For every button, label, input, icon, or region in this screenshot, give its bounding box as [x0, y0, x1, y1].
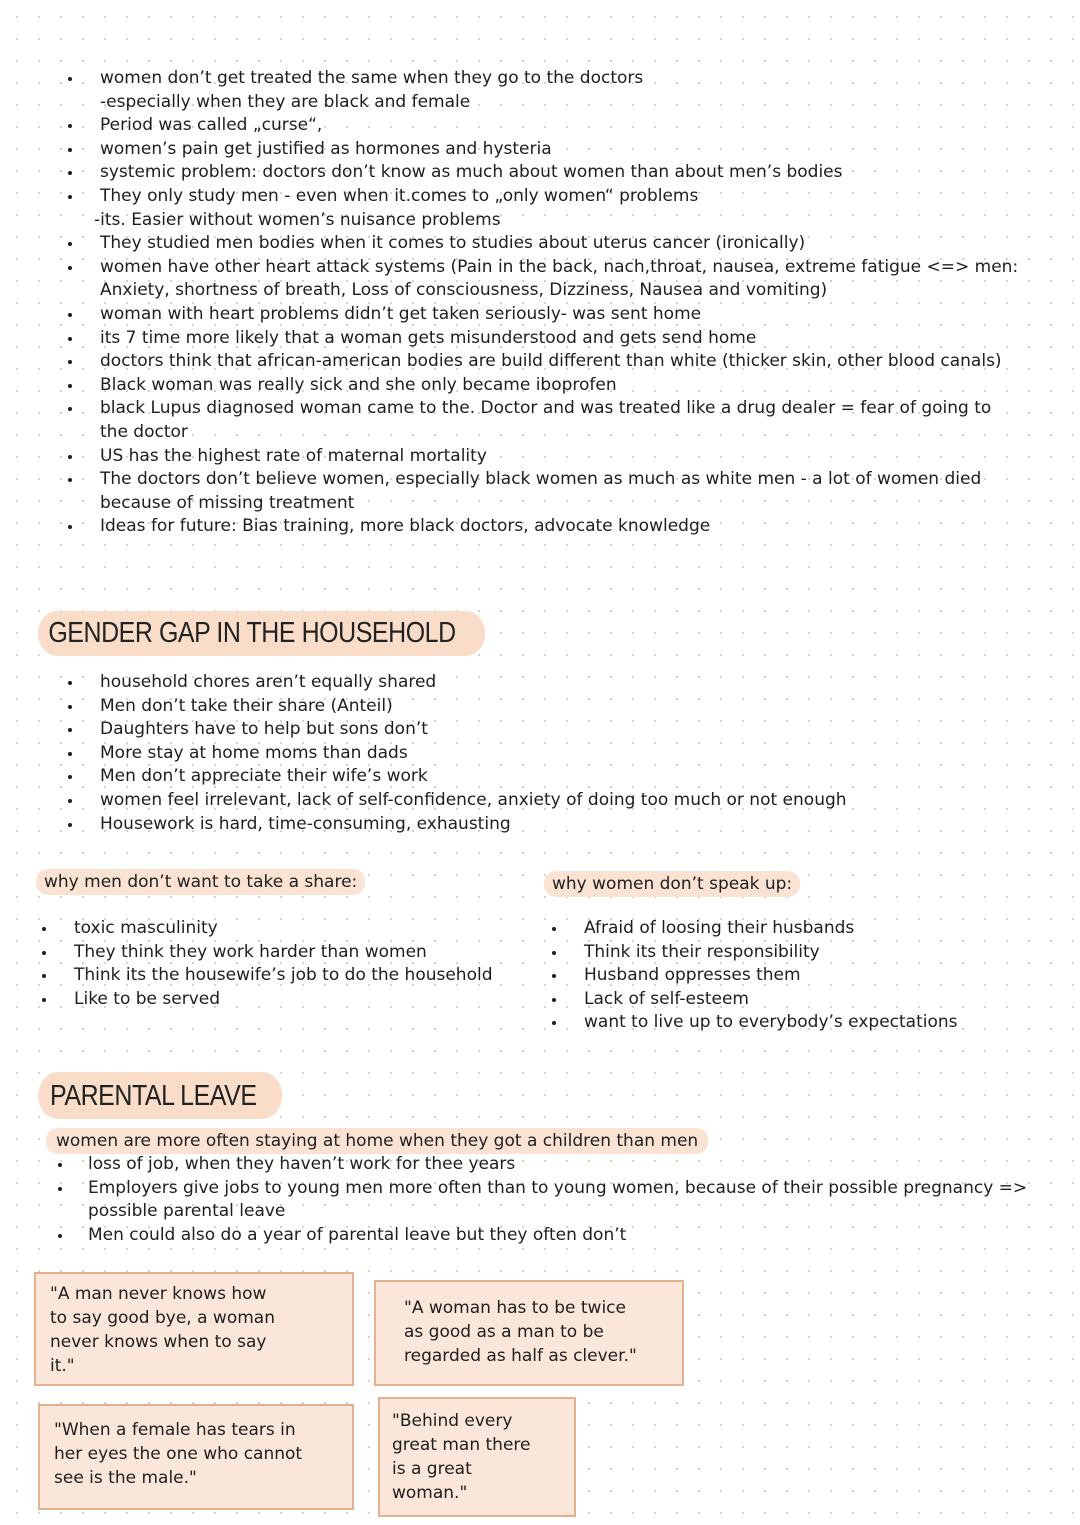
list-item: The doctors don’t believe women, especially black women as much as white men - a lot of women died because of missing treatment — [100, 468, 1020, 515]
list-item: US has the highest rate of maternal mortality — [100, 445, 1020, 469]
list-item: Men don’t take their share (Anteil) — [100, 695, 1020, 719]
quote-box: "A man never knows how to say good bye, a woman never knows when to say it." — [34, 1272, 354, 1386]
quote-box: "When a female has tears in her eyes the one who cannot see is the male." — [38, 1404, 354, 1510]
list-item: systemic problem: doctors don’t know as much about women than about men’s bodies — [100, 161, 1020, 185]
list-item: They only study men - even when it.comes to „only women“ problems — [100, 185, 1020, 209]
list-item: Like to be served — [74, 988, 514, 1012]
why-women-list — [584, 917, 1044, 1035]
list-item: loss of job, when they haven’t work for thee years — [88, 1153, 1048, 1177]
list-item: doctors think that african-american bodies are build different than white (thicker skin, other blood canals) — [100, 350, 1020, 374]
list-item: Period was called „curse“, — [100, 114, 1020, 138]
list-item: Daughters have to help but sons don’t — [100, 718, 1020, 742]
why-women-subheading: why women don’t speak up: — [544, 871, 800, 897]
list-item: women’s pain get justified as hormones and hysteria — [100, 138, 1020, 162]
quote-box: "Behind every great man there is a great woman." — [378, 1397, 576, 1517]
list-item: Employers give jobs to young men more often than to young women, because of their possible pregnancy => possible parental leave — [88, 1177, 1048, 1224]
household-bullet-list — [100, 671, 1020, 836]
list-item: Men could also do a year of parental leave but they often don’t — [88, 1224, 1048, 1248]
list-item: women feel irrelevant, lack of self-confidence, anxiety of doing too much or not enough — [100, 789, 1020, 813]
list-item: women have other heart attack systems (Pain in the back, nach,throat, nausea, extreme fatigue <=> men: Anxiety, shortness of breath, Loss of consciousness, Dizziness, Nausea and vomiting) — [100, 256, 1020, 303]
quote-box: "A woman has to be twice as good as a man to be regarded as half as clever." — [374, 1280, 684, 1386]
list-item: Afraid of loosing their husbands — [584, 917, 1044, 941]
list-item: -its. Easier without women’s nuisance problems — [94, 209, 501, 230]
list-item: Men don’t appreciate their wife’s work — [100, 765, 1020, 789]
list-item: woman with heart problems didn’t get taken seriously- was sent home — [100, 303, 1020, 327]
list-item: black Lupus diagnosed woman came to the. Doctor and was treated like a drug dealer = fear of going to the doctor — [100, 397, 1020, 444]
list-item: Black woman was really sick and she only became iboprofen — [100, 374, 1020, 398]
list-item: Housework is hard, time-consuming, exhausting — [100, 813, 1020, 837]
list-item: Think its their responsibility — [584, 941, 1044, 965]
list-item: household chores aren’t equally shared — [100, 671, 1020, 695]
why-men-subheading: why men don’t want to take a share: — [36, 869, 365, 895]
list-item: toxic masculinity — [74, 917, 514, 941]
why-men-list — [74, 917, 514, 1011]
health-bullet-list — [94, 67, 1020, 539]
household-heading: GENDER GAP IN THE HOUSEHOLD — [38, 611, 485, 656]
parental-leave-heading: PARENTAL LEAVE — [38, 1072, 282, 1119]
list-item: Husband oppresses them — [584, 964, 1044, 988]
parental-leave-list — [88, 1153, 1048, 1247]
list-item: Think its the housewife’s job to do the household — [74, 964, 514, 988]
list-item: Ideas for future: Bias training, more black doctors, advocate knowledge — [100, 515, 1020, 539]
parental-leave-subheading: women are more often staying at home when they got a children than men — [46, 1128, 708, 1154]
list-item: women don’t get treated the same when they go to the doctors -especially when they are black and female — [100, 67, 1020, 114]
list-item: its 7 time more likely that a woman gets misunderstood and gets send home — [100, 327, 1020, 351]
list-item: They think they work harder than women — [74, 941, 514, 965]
list-item: They studied men bodies when it comes to studies about uterus cancer (ironically) — [100, 232, 1020, 256]
list-item: More stay at home moms than dads — [100, 742, 1020, 766]
list-item: Lack of self-esteem — [584, 988, 1044, 1012]
list-item: want to live up to everybody’s expectations — [584, 1011, 1044, 1035]
